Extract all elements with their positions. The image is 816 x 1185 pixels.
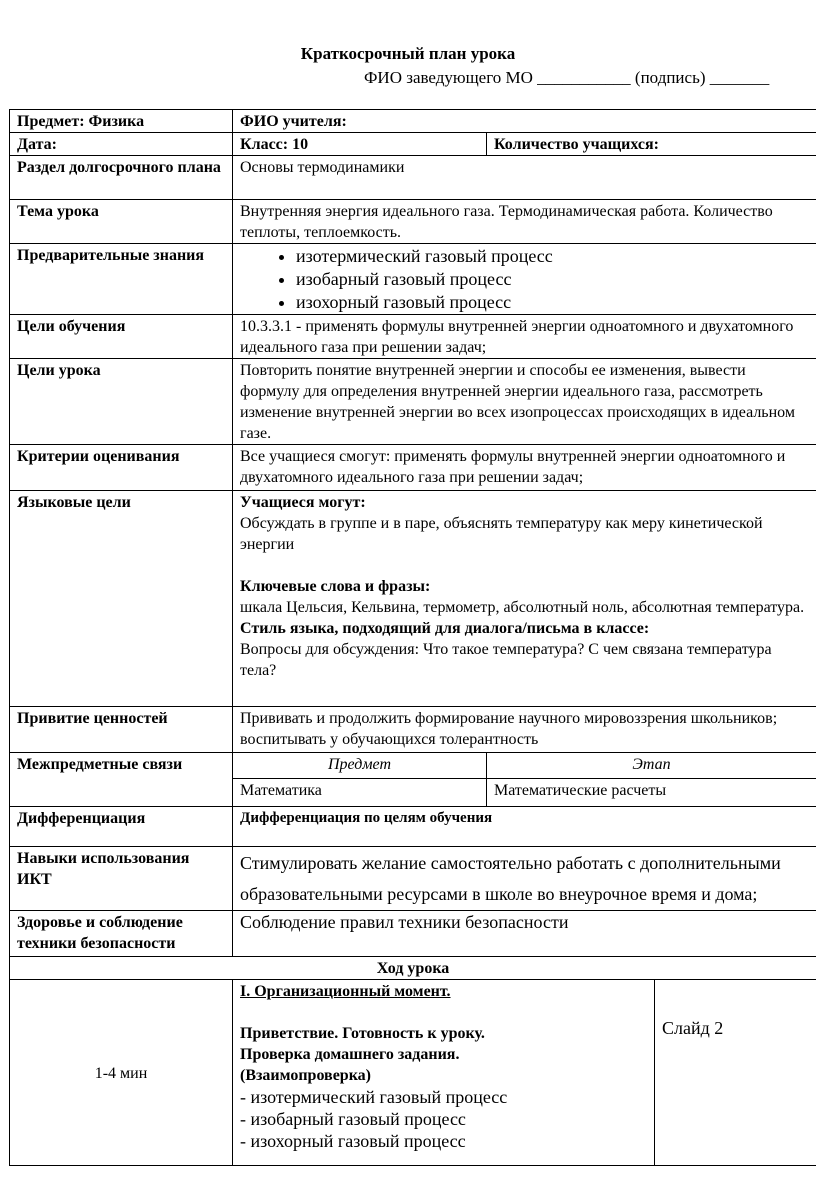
row-safety bbox=[10, 911, 816, 957]
homework-text: Проверка домашнего задания. bbox=[240, 1046, 460, 1063]
list-item: - изохорный газовый процесс bbox=[240, 1131, 466, 1151]
differentiation-label: Дифференциация bbox=[10, 807, 233, 847]
row-subject bbox=[10, 110, 816, 133]
stage-resource: Слайд 2 bbox=[655, 980, 816, 1166]
row-date bbox=[10, 133, 816, 156]
style-text: Вопросы для обсуждения: Что такое температура? С чем связана температура тела? bbox=[240, 641, 772, 679]
keywords-title: Ключевые слова и фразы: bbox=[240, 578, 431, 595]
criteria-label: Критерии оценивания bbox=[10, 445, 233, 491]
greeting-text: Приветствие. Готовность к уроку. bbox=[240, 1025, 485, 1042]
section-label: Раздел долгосрочного плана bbox=[10, 156, 233, 200]
subject-column-header: Предмет bbox=[233, 753, 487, 779]
row-values bbox=[10, 707, 816, 753]
learning-goals-label: Цели обучения bbox=[10, 315, 233, 359]
list-item: - изобарный газовый процесс bbox=[240, 1109, 466, 1129]
row-course-title bbox=[10, 957, 816, 980]
learning-goals-value: 10.3.3.1 - применять формулы внутренней энергии одноатомного и двухатомного идеального газа при решении задач; bbox=[233, 315, 816, 359]
row-topic bbox=[10, 200, 816, 244]
values-value: Прививать и продолжить формирование научного мировоззрения школьников; воспитывать у обучающихся толерантность bbox=[233, 707, 816, 753]
row-prior-knowledge bbox=[10, 244, 816, 315]
can-title: Учащиеся могут: bbox=[240, 494, 366, 511]
stage-content bbox=[233, 980, 655, 1166]
row-language-goals bbox=[10, 491, 816, 707]
differentiation-value: Дифференциация по целям обучения bbox=[233, 807, 816, 847]
language-goals-label: Языковые цели bbox=[10, 491, 233, 707]
topic-label: Тема урока bbox=[10, 200, 233, 244]
head-signature-line: ФИО заведующего МО ___________ (подпись) _______ bbox=[364, 68, 770, 87]
course-title: Ход урока bbox=[10, 957, 816, 980]
interdisciplinary-subject-value: Математика bbox=[233, 779, 487, 807]
row-course-stage bbox=[10, 980, 816, 1166]
section-value: Основы термодинамики bbox=[233, 156, 816, 200]
safety-label: Здоровье и соблюдение техники безопасности bbox=[10, 911, 233, 957]
row-criteria bbox=[10, 445, 816, 491]
prior-knowledge-label: Предварительные знания bbox=[10, 244, 233, 315]
teacher-label: ФИО учителя: bbox=[233, 110, 816, 133]
row-interdisciplinary bbox=[10, 753, 816, 779]
subject-label: Предмет: Физика bbox=[10, 110, 233, 133]
list-item: • изобарный газовый процесс bbox=[296, 268, 809, 291]
safety-value: Соблюдение правил техники безопасности bbox=[233, 911, 816, 957]
mutual-check-text: (Взаимопроверка) bbox=[240, 1067, 371, 1084]
row-lesson-goals bbox=[10, 359, 816, 445]
row-section bbox=[10, 156, 816, 200]
list-item: • изотермический газовый процесс bbox=[296, 245, 809, 268]
stage-time: 1-4 мин bbox=[10, 980, 233, 1166]
prior-knowledge-list-cell bbox=[233, 244, 816, 315]
language-goals-cell bbox=[233, 491, 816, 707]
lesson-goals-value: Повторить понятие внутренней энергии и способы ее изменения, вывести формулу для определения внутренней энергии идеального газа, рассмотреть изменение внутренней энергии во всех изопроцессах происходящих в идеальном газе. bbox=[233, 359, 816, 445]
ict-label: Навыки использования ИКТ bbox=[10, 847, 233, 911]
stage-title: I. Организационный момент. bbox=[240, 983, 451, 1000]
ict-value: Стимулировать желание самостоятельно работать с дополнительными образовательными ресурсами в школе во внеурочное время и дома; bbox=[233, 847, 816, 911]
style-title: Стиль языка, подходящий для диалога/письма в классе: bbox=[240, 620, 650, 637]
can-text: Обсуждать в группе и в паре, объяснять температуру как меру кинетической энергии bbox=[240, 515, 763, 553]
page-title: Краткосрочный план урока bbox=[300, 44, 516, 63]
keywords-text: шкала Цельсия, Кельвина, термометр, абсолютный ноль, абсолютная температура. bbox=[240, 599, 805, 616]
row-differentiation bbox=[10, 807, 816, 847]
prior-knowledge-list bbox=[240, 245, 809, 314]
date-label: Дата: bbox=[10, 133, 233, 156]
interdisciplinary-stage-value: Математические расчеты bbox=[487, 779, 816, 807]
class-label: Класс: 10 bbox=[233, 133, 487, 156]
list-item: • изохорный газовый процесс bbox=[296, 291, 809, 314]
interdisciplinary-label: Межпредметные связи bbox=[10, 753, 233, 807]
values-label: Привитие ценностей bbox=[10, 707, 233, 753]
students-count-label: Количество учащихся: bbox=[487, 133, 816, 156]
row-ict bbox=[10, 847, 816, 911]
list-item: - изотермический газовый процесс bbox=[240, 1087, 508, 1107]
lesson-goals-label: Цели урока bbox=[10, 359, 233, 445]
topic-value: Внутренняя энергия идеального газа. Термодинамическая работа. Количество теплоты, теплоемкость. bbox=[233, 200, 816, 244]
row-learning-goals bbox=[10, 315, 816, 359]
criteria-value: Все учащиеся смогут: применять формулы внутренней энергии одноатомного и двухатомного идеального газа при решении задач; bbox=[233, 445, 816, 491]
lesson-plan-table bbox=[9, 109, 816, 1166]
stage-column-header: Этап bbox=[487, 753, 816, 779]
